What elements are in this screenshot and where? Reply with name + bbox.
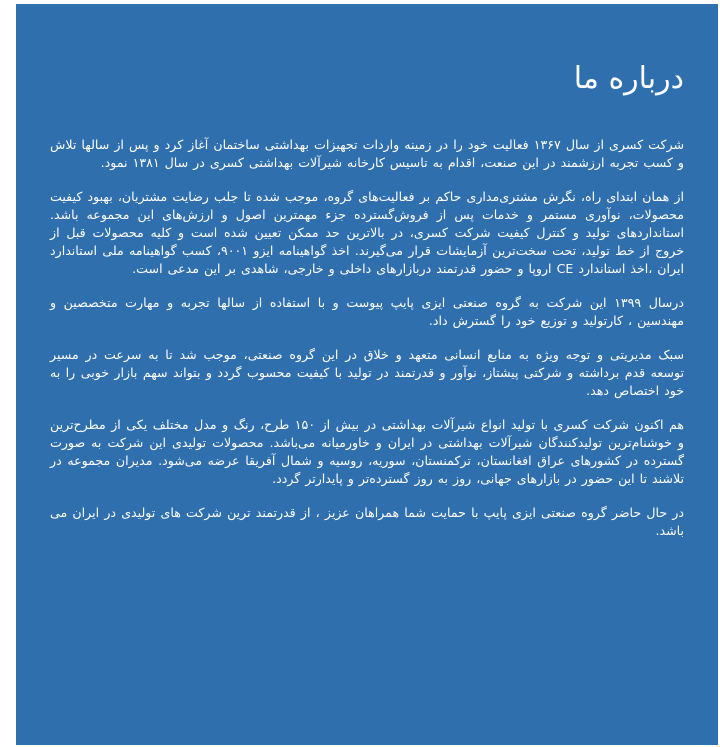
- paragraph-products-export: هم اکنون شرکت کسری با تولید انواع شیرآلات بهداشتی در بیش از ۱۵۰ طرح، رنگ و مدل مختلف یکی از مطرح‌ترین و خوشنام‌ترین تولیدکنندگان شیرآلات بهداشتی در ایران و خاورمیانه می‌باشد. محصولات تولیدی این شرکت به صورت گسترده در کشورهای عراق افغانستان، ترکمنستان، سوریه، روسیه و شمال آفریقا عرضه می‌شود. مدیران مجموعه در تلاشند تا این حضور در بازارهای جهانی، روز به روز گسترده‌تر و پایدارتر گردد.: [50, 417, 685, 486]
- page-title: درباره ما: [573, 61, 684, 96]
- about-us-body: [50, 136, 684, 540]
- paragraph-easy-pipe-merger: درسال ۱۳۹۹ این شرکت به گروه صنعتی ایزی پایپ پیوست و با استفاده از سالها تجربه و مهارت متخصصین و مهندسین ، کارتولید و توزیع خود را گسترش داد.: [50, 295, 684, 328]
- paragraph-management-style: سبک مدیریتی و توجه ویژه به منابع انسانی متعهد و خلاق در این گروه صنعتی، موجب شد تا به سرعت در مسیر توسعه قدم برداشته و شرکتی پیشتاز، نوآور و قدرتمند در تولید با کیفیت محسوب گردد و بتواند سهم بازار خوبی را به خود اختصاص دهد.: [50, 347, 684, 398]
- paragraph-current-status: در حال حاضر گروه صنعتی ایزی پایپ با حمایت شما همراهان عزیز ، از قدرتمند ترین شرکت های تولیدی در ایران می باشد.: [50, 505, 684, 538]
- about-us-panel: [16, 4, 718, 745]
- paragraph-history: شرکت کسری از سال ۱۳۶۷ فعالیت خود را در زمینه واردات تجهیزات بهداشتی ساختمان آغاز کرد و پس از سالها تلاش و کسب تجربه ارزشمند در این صنعت، اقدام به تاسیس کارخانه شیرآلات بهداشتی کسری در سال ۱۳۸۱ نمود.: [50, 137, 684, 170]
- paragraph-customer-focus: از همان ابتدای راه، نگرش مشتری‌مداری حاکم بر فعالیت‌های گروه، موجب شده تا جلب رضایت مشتریان، بهبود کیفیت محصولات، نوآوری مستمر و خدمات پس از فروش‌گسترده جزء مهمترین اصول و ارزش‌های این مجموعه باشد. استانداردهای تولید و کنترل کیفیت شرکت کسری، در بالاترین حد ممکن تعیین شده است و کلیه محصولات قبل از خروج از خط تولید، تحت سخت‌ترین آزمایشات قرار می‌گیرند. اخذ گواهینامه ایزو ۹۰۰۱، کسب گواهینامه ملی استاندارد ایران ،اخذ استاندارد CE اروپا و حضور قدرتمند دربازارهای داخلی و خارجی، شاهدی بر این مدعی است.: [50, 189, 684, 276]
